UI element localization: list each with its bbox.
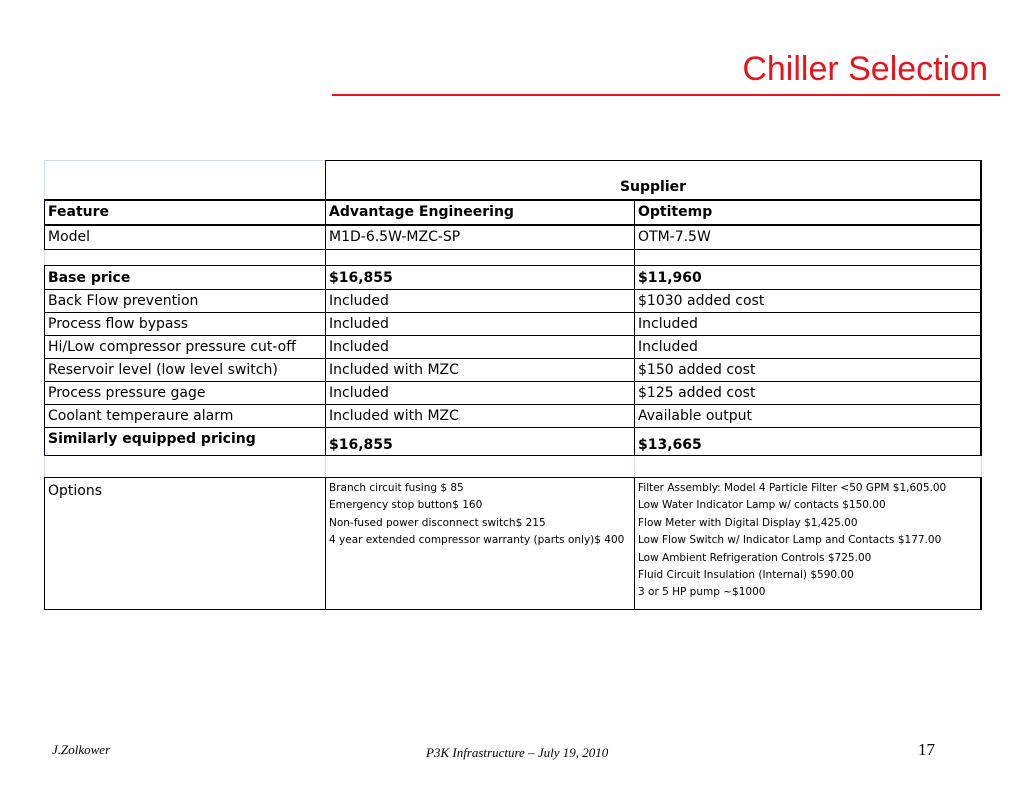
- feature-row-label: Process pressure gage: [48, 385, 206, 401]
- gridline: [44, 249, 45, 266]
- footer-author: J.Zolkower: [52, 742, 111, 757]
- option-item: Fluid Circuit Insulation (Internal) $590.00: [638, 569, 854, 582]
- page-number: 17: [918, 740, 935, 759]
- option-item: Filter Assembly: Model 4 Particle Filter <50 GPM $1,605.00: [638, 482, 947, 494]
- gridline: [981, 455, 982, 477]
- base-price-advantage: $16,855: [329, 270, 393, 286]
- feature-row-optitemp: $150 added cost: [638, 362, 756, 378]
- feature-row-label: Coolant temperaure alarm: [48, 408, 234, 424]
- table-border: [44, 312, 982, 313]
- gridline: [44, 455, 45, 477]
- similar-pricing-label: Similarly equipped pricing: [48, 431, 256, 447]
- table-border: [44, 335, 982, 336]
- options-optitemp-list: [635, 480, 980, 602]
- feature-row-advantage: Included: [329, 339, 389, 355]
- table-border: [44, 477, 982, 478]
- option-item: 3 or 5 HP pump ~$1000: [638, 586, 766, 599]
- feature-row-label: Back Flow prevention: [48, 293, 199, 309]
- footer-center: P3K Infrastructure – July 19, 2010: [426, 745, 609, 760]
- base-price-optitemp: $11,960: [638, 270, 702, 286]
- feature-row-advantage: Included: [329, 316, 389, 332]
- gridline: [44, 160, 326, 161]
- feature-row-optitemp: Included: [638, 316, 698, 332]
- feature-row-advantage: Included: [329, 293, 389, 309]
- table-border: [980, 160, 982, 455]
- gridline: [44, 160, 45, 200]
- advantage-column-header: Advantage Engineering: [329, 204, 514, 220]
- table-border: [44, 265, 982, 266]
- gridline: [634, 455, 635, 477]
- table-border: [44, 427, 982, 428]
- feature-row-optitemp: $125 added cost: [638, 385, 756, 401]
- model-optitemp: OTM-7.5W: [638, 229, 711, 245]
- feature-row-optitemp: Available output: [638, 408, 752, 424]
- feature-row-optitemp: Included: [638, 339, 698, 355]
- table-border: [325, 160, 982, 161]
- model-advantage: M1D-6.5W-MZC-SP: [329, 229, 461, 245]
- table-border: [980, 477, 982, 610]
- option-item: Flow Meter with Digital Display $1,425.00: [638, 516, 858, 529]
- similar-pricing-optitemp: $13,665: [638, 437, 702, 453]
- feature-row-optitemp: $1030 added cost: [638, 293, 765, 309]
- table-border: [44, 199, 982, 201]
- table-border: [44, 249, 982, 250]
- feature-column-header: Feature: [48, 204, 109, 220]
- table-border: [44, 455, 982, 456]
- feature-row-advantage: Included with MZC: [329, 408, 459, 424]
- option-item: Branch circuit fusing $ 85: [329, 482, 464, 494]
- similar-pricing-advantage: $16,855: [329, 437, 393, 453]
- option-item: 4 year extended compressor warranty (parts only)$ 400: [329, 534, 625, 547]
- gridline: [325, 455, 326, 477]
- option-item: Emergency stop button$ 160: [329, 499, 483, 512]
- table-border: [44, 224, 982, 226]
- options-label: Options: [48, 483, 103, 499]
- feature-row-advantage: Included with MZC: [329, 362, 459, 378]
- model-label: Model: [48, 229, 91, 245]
- table-border: [44, 358, 982, 359]
- base-price-label: Base price: [48, 270, 131, 286]
- feature-row-label: Process flow bypass: [48, 316, 189, 332]
- feature-row-advantage: Included: [329, 385, 389, 401]
- feature-row-label: Hi/Low compressor pressure cut-off: [48, 339, 296, 355]
- option-item: Low Ambient Refrigeration Controls $725.00: [638, 551, 872, 564]
- supplier-header: Supplier: [619, 179, 687, 195]
- option-item: Low Water Indicator Lamp w/ contacts $150.00: [638, 499, 886, 512]
- table-border: [44, 609, 982, 610]
- slide-title: Chiller Selection: [742, 50, 988, 88]
- optitemp-column-header: Optitemp: [638, 204, 713, 220]
- table-border: [44, 289, 982, 290]
- option-item: Low Flow Switch w/ Indicator Lamp and Contacts $177.00: [638, 534, 942, 547]
- options-advantage-list: [326, 480, 634, 550]
- option-item: Non-fused power disconnect switch$ 215: [329, 516, 546, 529]
- feature-row-label: Reservoir level (low level switch): [48, 362, 278, 378]
- table-border: [44, 381, 982, 382]
- table-border: [44, 404, 982, 405]
